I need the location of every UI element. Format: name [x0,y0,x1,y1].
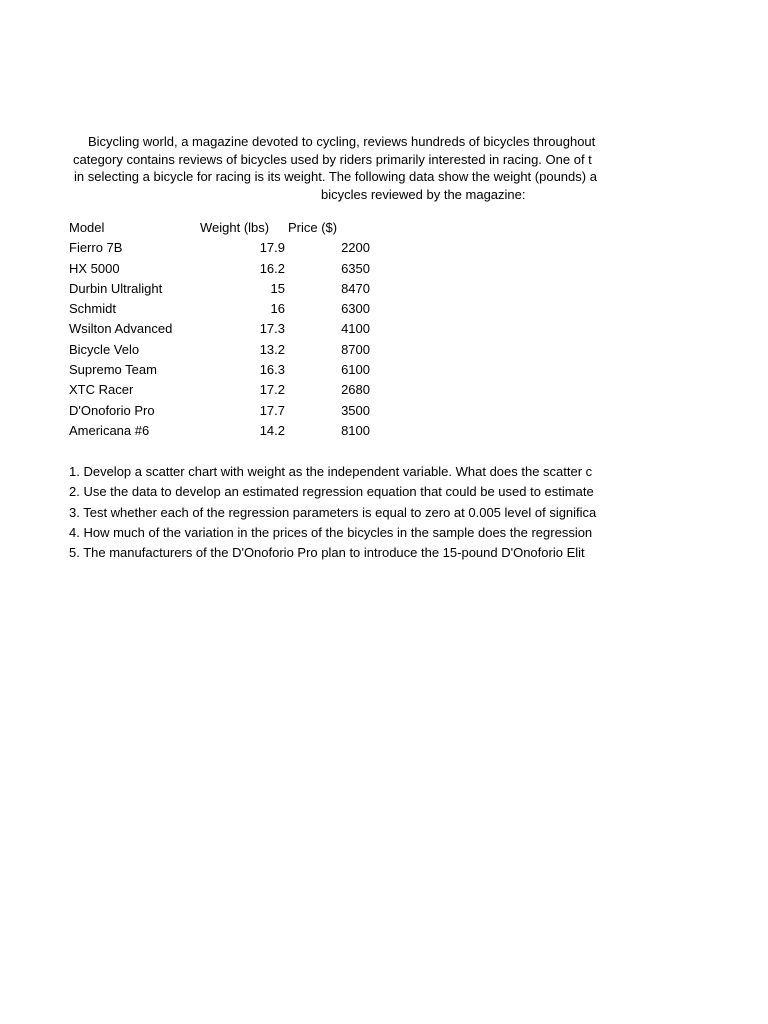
price-cell: 4100 [341,321,370,337]
header-model: Model [69,220,105,235]
weight-cell: 16.3 [259,362,285,378]
weight-cell: 13.2 [259,341,285,357]
question-item: 3. Test whether each of the regression parameters is equal to zero at 0.005 level of significa [69,504,597,520]
question-item: 4. How much of the variation in the prices of the bicycles in the sample does the regression [69,524,593,540]
weight-cell: 17.7 [259,402,285,418]
intro-line-4: bicycles reviewed by the magazine: [321,187,526,203]
price-cell: 8100 [341,422,370,438]
intro-line-3: in selecting a bicycle for racing is its weight. The following data show the weight (pounds) a [74,169,597,185]
weight-cell: 17.3 [259,321,285,337]
question-item: 1. Develop a scatter chart with weight as the independent variable. What does the scatter c [69,464,593,479]
model-cell: Wsilton Advanced [69,321,173,337]
header-weight: Weight (lbs) [200,220,270,235]
model-cell: Schmidt [69,301,116,317]
weight-cell: 17.2 [259,382,285,398]
model-cell: HX 5000 [69,260,120,276]
weight-cell: 17.9 [259,240,285,256]
price-cell: 8700 [341,341,370,357]
weight-cell: 14.2 [259,422,285,438]
weight-cell: 16 [270,301,285,317]
price-cell: 6300 [341,301,370,317]
price-cell: 6100 [341,362,370,378]
header-price: Price ($) [288,220,338,235]
model-cell: Durbin Ultralight [69,280,163,296]
intro-line-1: Bicycling world, a magazine devoted to cycling, reviews hundreds of bicycles throughout [88,134,596,149]
model-cell: D'Onoforio Pro [69,402,155,418]
question-item: 2. Use the data to develop an estimated regression equation that could be used to estimate [69,484,594,500]
price-cell: 3500 [341,402,370,418]
model-cell: XTC Racer [69,382,134,398]
model-cell: Supremo Team [69,362,157,378]
price-cell: 6350 [341,260,370,276]
model-cell: Bicycle Velo [69,341,140,357]
model-cell: Fierro 7B [69,240,123,256]
price-cell: 8470 [341,280,370,296]
price-cell: 2680 [341,382,370,398]
price-cell: 2200 [341,240,370,256]
intro-line-2: category contains reviews of bicycles used by riders primarily interested in racing. One of t [73,151,592,167]
weight-cell: 15 [270,280,285,296]
model-cell: Americana #6 [69,422,150,438]
questions-list [69,462,624,563]
weight-cell: 16.2 [259,260,285,276]
question-item: 5. The manufacturers of the D'Onoforio Pro plan to introduce the 15-pound D'Onoforio Elit [69,545,585,561]
intro-paragraph [60,133,625,204]
